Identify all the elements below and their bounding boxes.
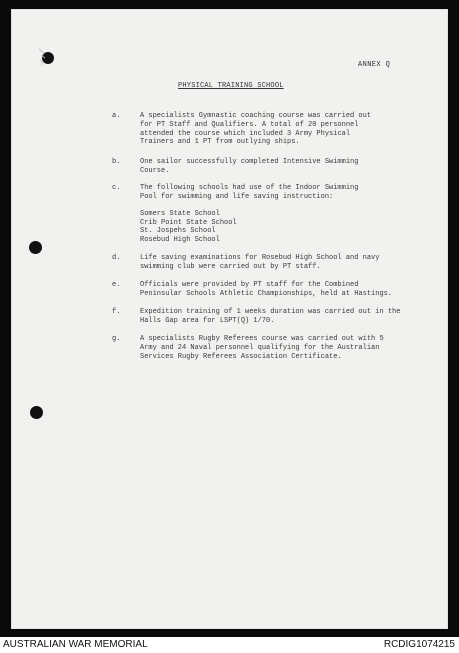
item-text: Life saving examinations for Rosebud High School and navy swimming club were carried out by PT staff. bbox=[140, 254, 380, 271]
item-text: Officials were provided by PT staff for the Combined Peninsular Schools Athletic Championships, held at Hastings. bbox=[140, 281, 393, 298]
footer-record-id: RCDIG1074215 bbox=[383, 639, 455, 650]
punch-hole-bottom bbox=[30, 406, 43, 419]
item-label: a. bbox=[112, 112, 121, 120]
archive-footer bbox=[0, 637, 459, 653]
school-item: Somers State School bbox=[140, 210, 220, 218]
footer-archive-name: AUSTRALIAN WAR MEMORIAL bbox=[3, 639, 148, 650]
school-item: Crib Point State School bbox=[140, 218, 237, 227]
school-item: St. Jospehs School bbox=[140, 227, 216, 236]
punch-tear-mark bbox=[37, 46, 57, 68]
item-label: d. bbox=[112, 254, 121, 262]
item-label: g. bbox=[112, 335, 121, 343]
item-text: Expedition training of 1 weeks duration was carried out in the Halls Gap area for LSPT(Q) 1/70. bbox=[140, 308, 401, 325]
item-text: A specialists Gymnastic coaching course was carried out for PT Staff and Qualifiers. A total of 20 personnel attended the course which included 3 Army Physical Trainers and 1 PT from outlying ships. bbox=[140, 112, 372, 147]
item-label: e. bbox=[112, 281, 121, 289]
document-title: PHYSICAL TRAINING SCHOOL bbox=[178, 82, 284, 90]
schools-list bbox=[140, 210, 237, 245]
school-item: Rosebud High School bbox=[140, 236, 220, 245]
punch-hole-top bbox=[29, 241, 42, 254]
item-text: One sailor successfully completed Intensive Swimming Course. bbox=[140, 158, 359, 175]
item-label: b. bbox=[112, 158, 121, 166]
item-text: A specialists Rugby Referees course was carried out with 5 Army and 24 Naval personnel qualifying for the Australian Services Rugby Referees Association Certificate. bbox=[140, 335, 384, 361]
annex-label: ANNEX Q bbox=[358, 61, 391, 69]
item-label: c. bbox=[112, 184, 121, 192]
item-label: f. bbox=[112, 308, 121, 316]
item-text: The following schools had use of the Indoor Swimming Pool for swimming and life saving instruction: bbox=[140, 184, 359, 201]
